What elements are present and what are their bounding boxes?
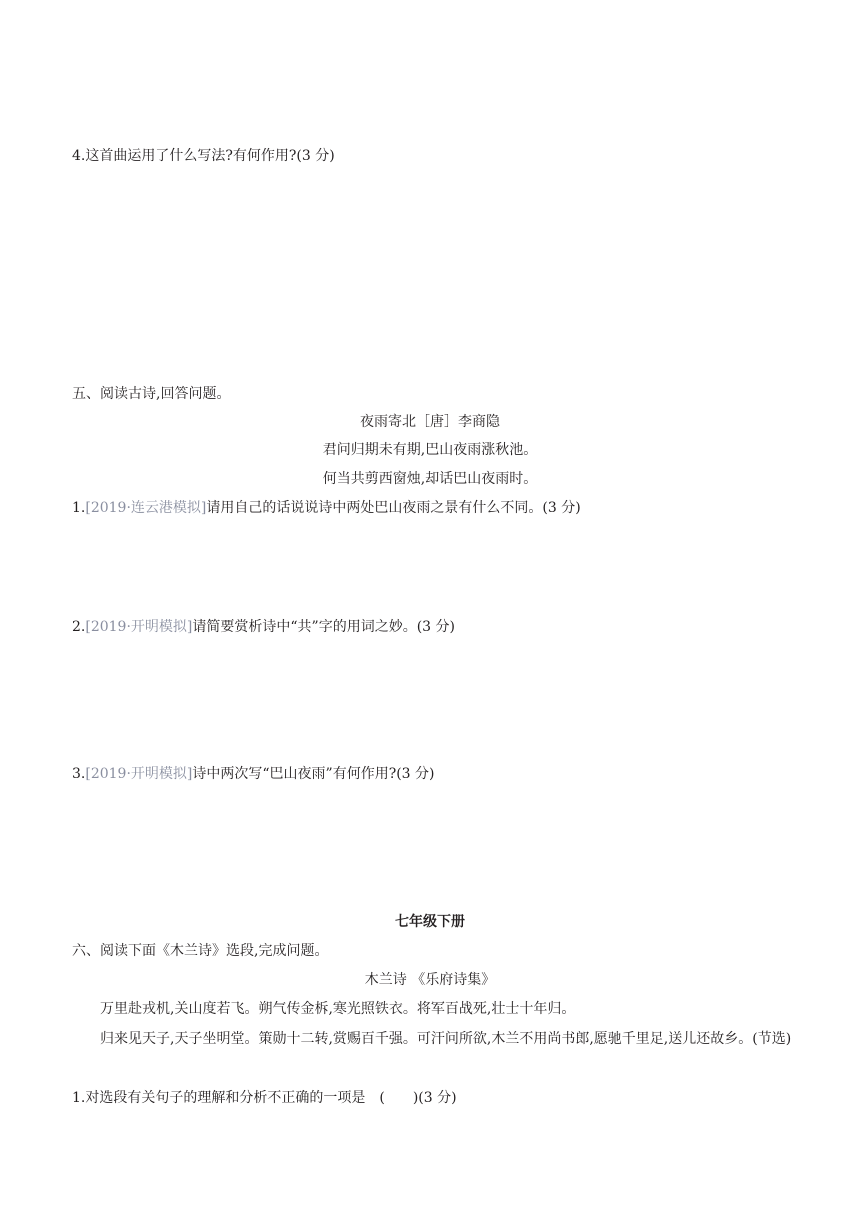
paragraph-text: 归来见天子,天子坐明堂。策勋十二转,赏赐百千强。可汗问所欲,木兰不用尚书郎,愿驰千里足,送儿还故乡。(节选) [100, 1031, 792, 1047]
poem-line-1: 君问归期未有期,巴山夜雨涨秋池。 [322, 442, 538, 458]
section-5-question-2 [72, 617, 455, 637]
section-5-heading: 五、阅读古诗,回答问题。 [72, 386, 231, 402]
poem-title-yeyu-jibei: 夜雨寄北［唐］李商隐 [360, 414, 500, 430]
grade-heading: 七年级下册 [395, 914, 465, 930]
section-6-question-1: 1.对选段有关句子的理解和分析不正确的一项是 ( )(3 分) [72, 1090, 457, 1106]
question-number: 1. [72, 500, 86, 516]
question-4-text: 4.这首曲运用了什么写法?有何作用?(3 分) [72, 148, 335, 164]
poem-line-2: 何当共剪西窗烛,却话巴山夜雨时。 [322, 471, 538, 487]
question-number: 3. [72, 766, 86, 782]
section-5-question-3 [72, 764, 434, 784]
question-source: [2019·连云港模拟] [85, 500, 207, 516]
poem-paragraph-2 [72, 1026, 792, 1052]
question-number: 2. [72, 619, 86, 635]
section-6-heading: 六、阅读下面《木兰诗》选段,完成问题。 [72, 943, 329, 959]
poem-paragraph-1 [72, 996, 792, 1022]
question-text: 诗中两次写“巴山夜雨”有何作用?(3 分) [192, 766, 435, 782]
poem-title-mulan: 木兰诗 《乐府诗集》 [364, 972, 496, 988]
question-source: [2019·开明模拟] [85, 766, 193, 782]
question-text: 请用自己的话说说诗中两处巴山夜雨之景有什么不同。(3 分) [206, 500, 581, 516]
question-source: [2019·开明模拟] [85, 619, 193, 635]
question-text: 请简要赏析诗中“共”字的用词之妙。(3 分) [192, 619, 455, 635]
paragraph-text: 万里赴戎机,关山度若飞。朔气传金柝,寒光照铁衣。将军百战死,壮士十年归。 [100, 1001, 576, 1017]
section-5-question-1 [72, 498, 581, 518]
